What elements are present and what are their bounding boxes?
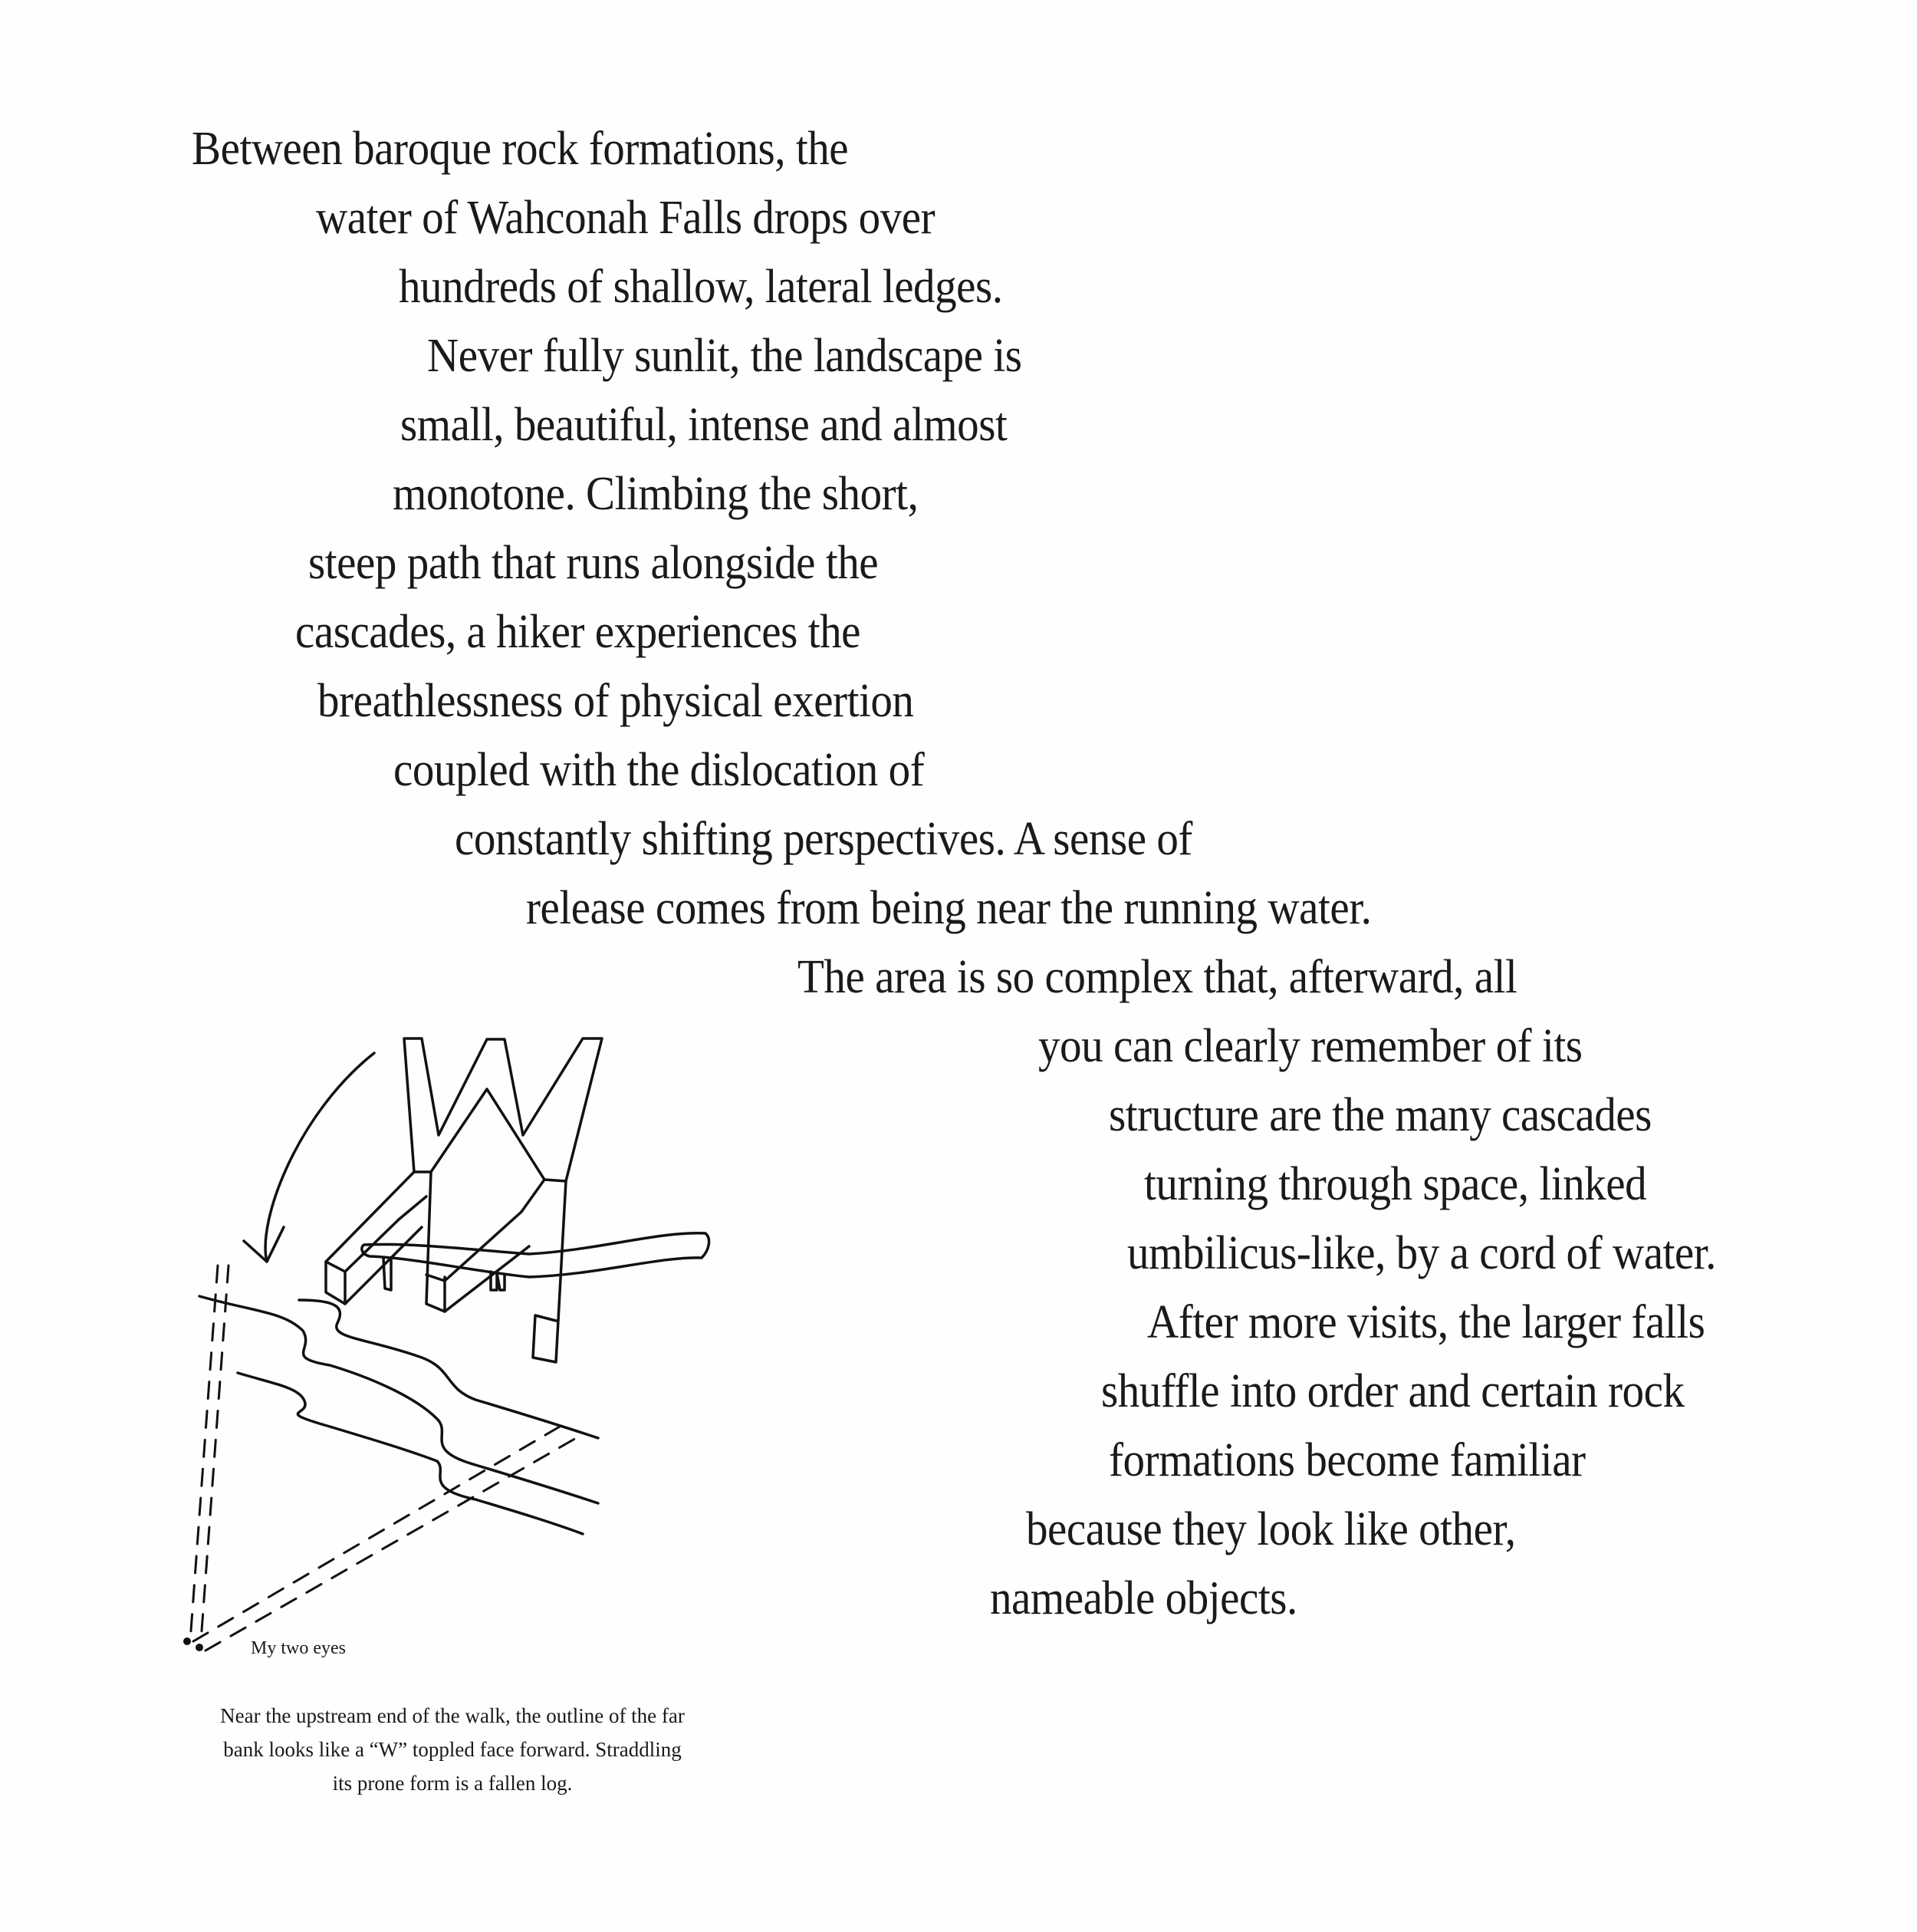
text-line: breathlessness of physical exertion bbox=[317, 675, 914, 727]
text-line: The area is so complex that, afterward, all bbox=[797, 951, 1517, 1003]
text-line: cascades, a hiker experiences the bbox=[295, 606, 861, 658]
text-line: structure are the many cascades bbox=[1109, 1089, 1652, 1141]
text-line: Never fully sunlit, the landscape is bbox=[427, 330, 1022, 382]
text-line: shuffle into order and certain rock bbox=[1101, 1365, 1685, 1417]
text-line: umbilicus-like, by a cord of water. bbox=[1127, 1227, 1716, 1279]
sight-lines bbox=[190, 1266, 583, 1651]
text-line: coupled with the dislocation of bbox=[393, 744, 925, 796]
figure-caption bbox=[157, 1699, 748, 1800]
eyes-icon bbox=[183, 1637, 203, 1651]
text-line: hundreds of shallow, lateral ledges. bbox=[399, 261, 1003, 313]
toppled-w-illustration bbox=[169, 1028, 751, 1680]
text-line: constantly shifting perspectives. A sense of bbox=[455, 813, 1192, 865]
text-line: small, beautiful, intense and almost bbox=[400, 399, 1008, 451]
text-line: you can clearly remember of its bbox=[1038, 1020, 1583, 1072]
text-line: because they look like other, bbox=[1026, 1503, 1516, 1555]
text-line: After more visits, the larger falls bbox=[1147, 1296, 1705, 1348]
caption-line: bank looks like a “W” toppled face forward. Straddling bbox=[223, 1738, 682, 1761]
text-line: formations become familiar bbox=[1109, 1434, 1586, 1486]
text-line: steep path that runs alongside the bbox=[308, 537, 879, 589]
curved-arrow-icon bbox=[244, 1053, 374, 1262]
text-line: nameable objects. bbox=[990, 1572, 1297, 1624]
river-bank-lines bbox=[199, 1296, 598, 1534]
text-line: monotone. Climbing the short, bbox=[393, 468, 919, 520]
fallen-log-shape bbox=[362, 1233, 709, 1290]
eyes-label: My two eyes bbox=[251, 1638, 346, 1658]
text-line: water of Wahconah Falls drops over bbox=[316, 192, 935, 244]
caption-line: its prone form is a fallen log. bbox=[332, 1772, 573, 1795]
text-line: release comes from being near the running water. bbox=[526, 882, 1372, 934]
caption-line: Near the upstream end of the walk, the outline of the far bbox=[220, 1704, 685, 1727]
text-line: Between baroque rock formations, the bbox=[192, 123, 849, 175]
text-line: turning through space, linked bbox=[1144, 1158, 1647, 1210]
w-letter-shape bbox=[326, 1038, 602, 1362]
